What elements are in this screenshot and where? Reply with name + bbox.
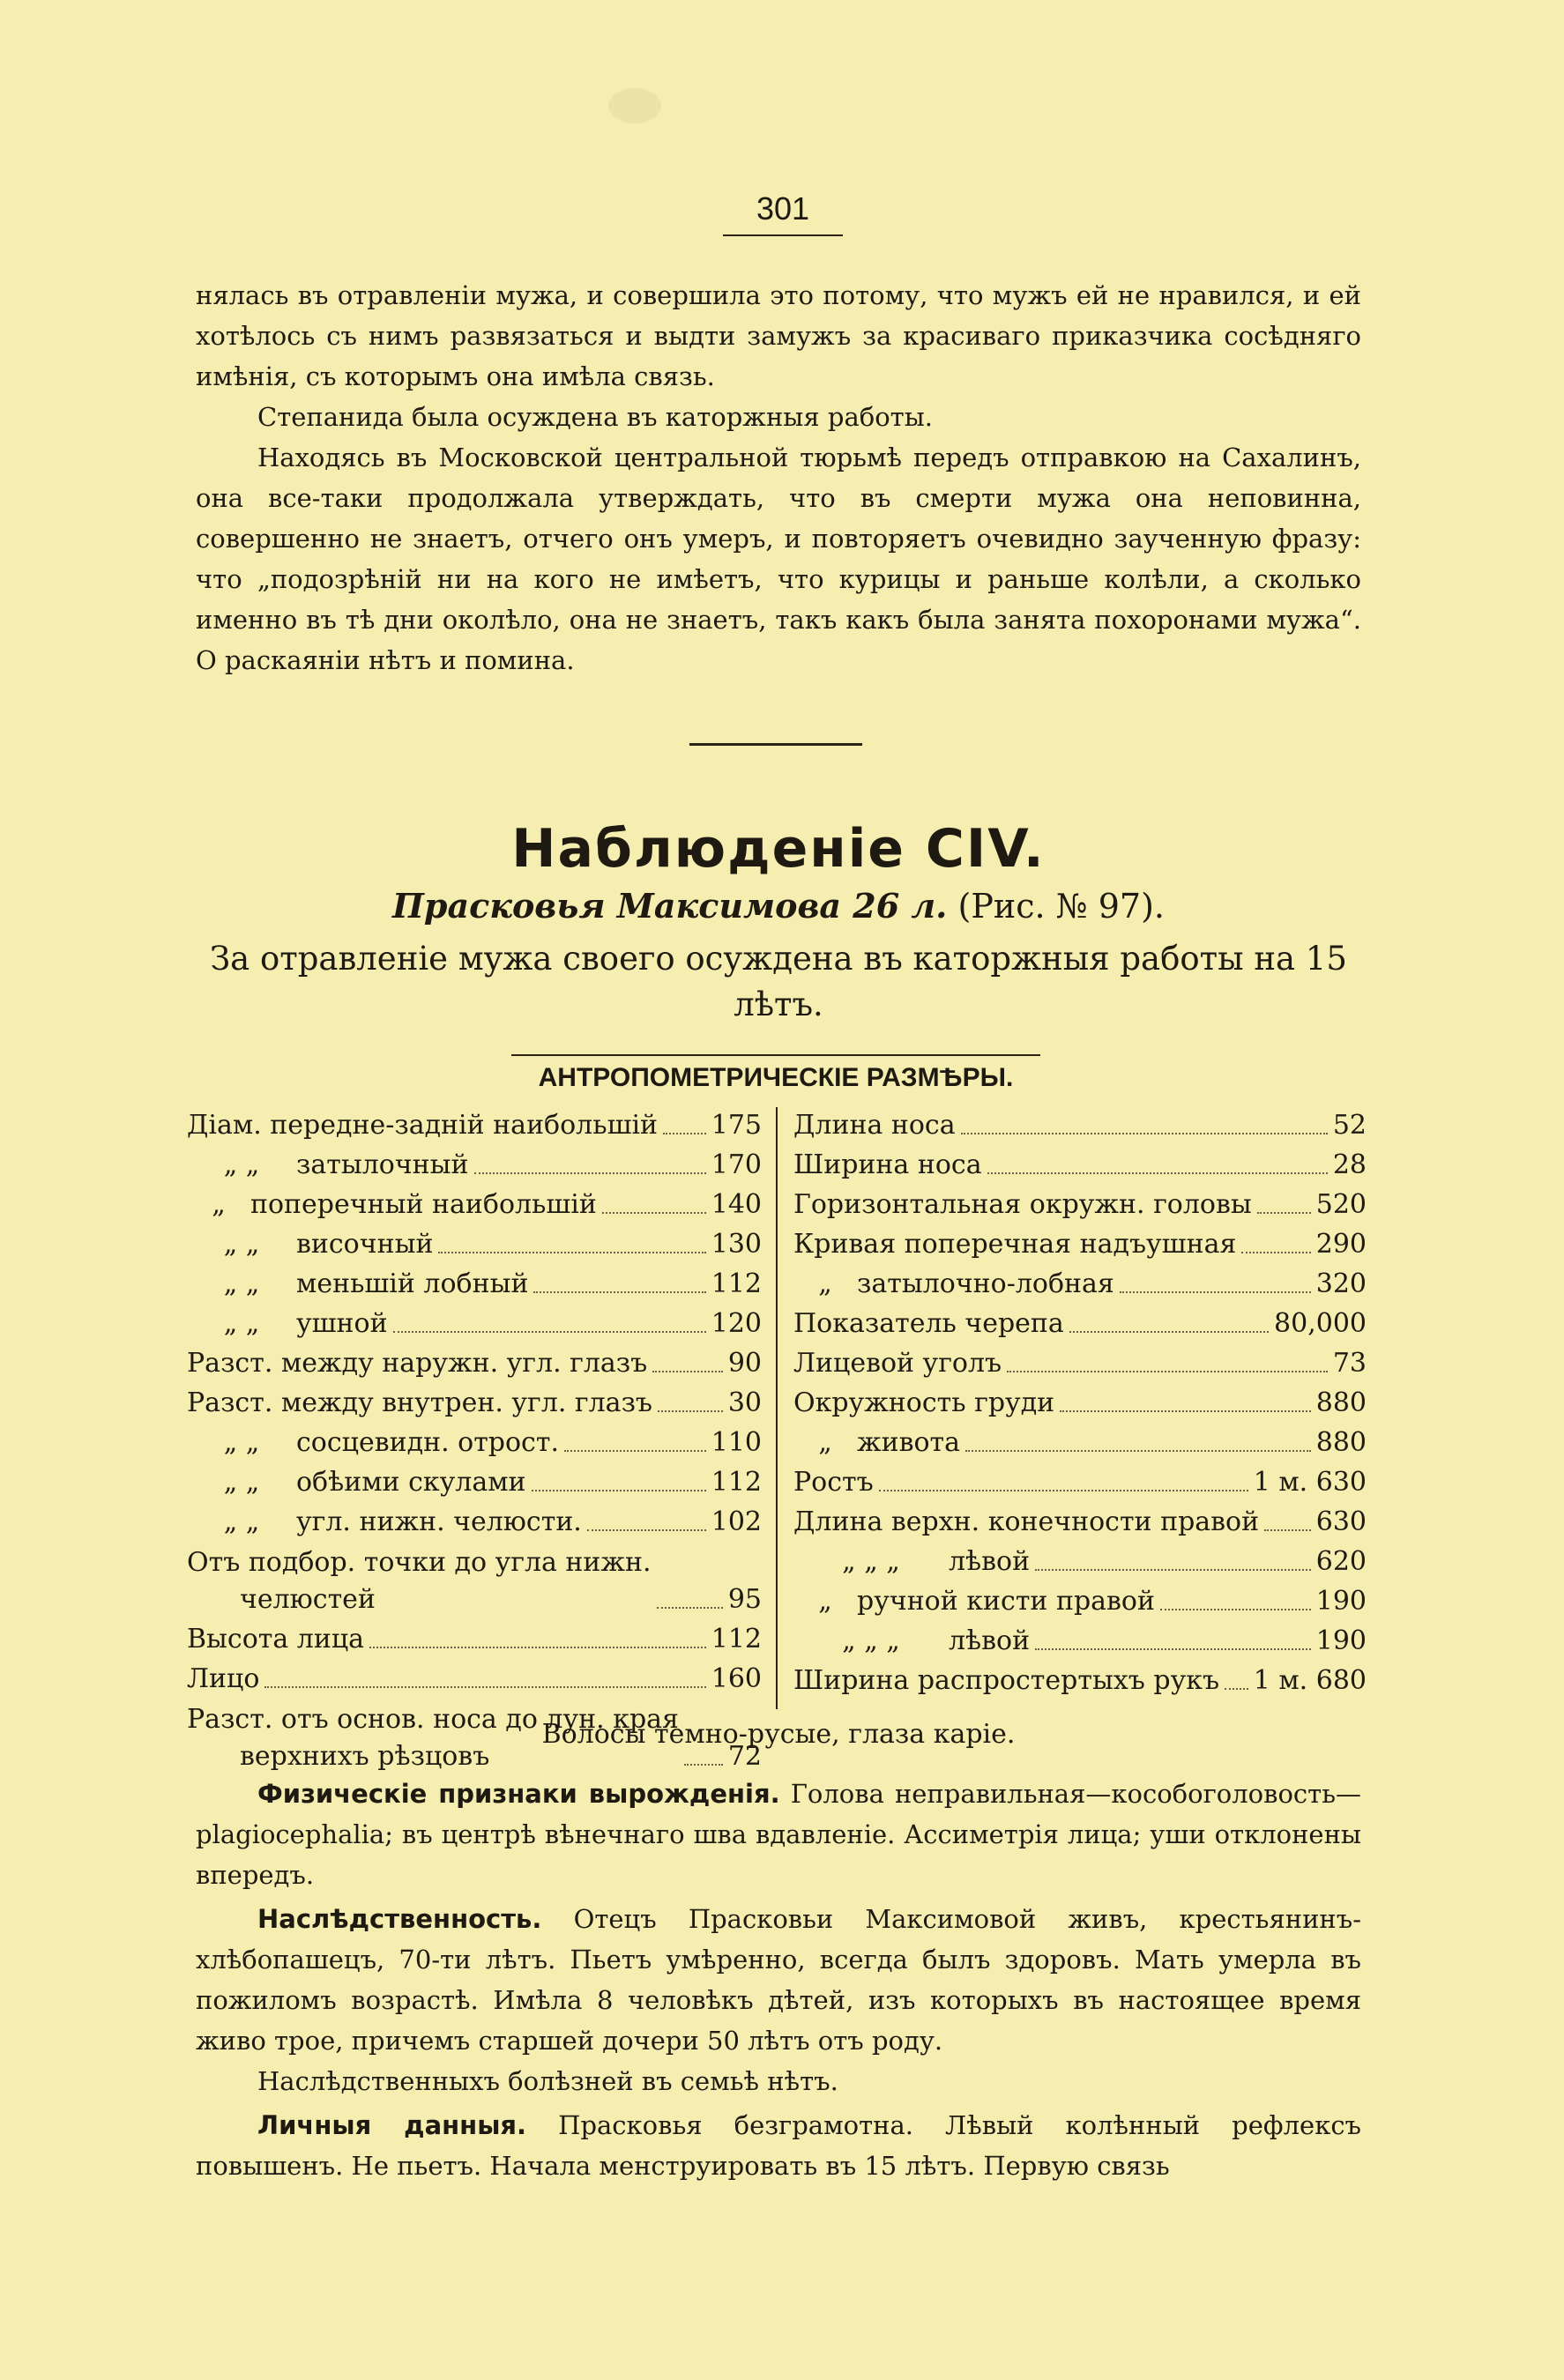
leader-dots — [652, 1371, 723, 1372]
section-body: Голова неправильная—кособоголовость—plagiocephalia; въ центрѣ вѣнечнаго шва вдавленіе. Ассиметрія лица; уши отклонены впередъ. — [196, 1779, 1361, 1890]
measurement-label-text: лѣвой — [949, 1546, 1031, 1577]
measurement-label — [793, 1385, 1054, 1422]
section-body: Прасковья безграмотна. Лѣвый колѣнный рефлексъ повышенъ. Не пьетъ. Начала менструировать въ 15 лѣтъ. Первую связь — [196, 2110, 1362, 2181]
measurement-value: 112 — [711, 1268, 762, 1299]
section-heading: Личныя данныя. — [257, 2110, 527, 2140]
measurement-row — [793, 1342, 1367, 1382]
measurement-row — [187, 1618, 762, 1658]
leader-dots — [1225, 1688, 1248, 1690]
measurement-value: 190 — [1315, 1625, 1367, 1656]
measurement-label — [793, 1504, 1259, 1541]
observation-description: За отравленіе мужа своего осуждена въ каторжныя работы на 15 лѣтъ. — [210, 940, 1347, 1023]
measurement-label — [187, 1226, 433, 1263]
measurement-label — [187, 1266, 528, 1303]
ditto-mark: „ — [818, 1427, 832, 1458]
measurement-label — [187, 1305, 388, 1342]
leader-dots — [533, 1291, 705, 1293]
leader-dots — [1035, 1648, 1311, 1650]
page-number: 301 — [723, 190, 843, 236]
measurement-label-text: живота — [857, 1427, 961, 1458]
ditto-mark: „ „ „ — [842, 1625, 900, 1656]
measurement-label-text: Ростъ — [793, 1467, 874, 1498]
measurement-value: 160 — [711, 1663, 762, 1694]
measurement-label-text: ручной кисти правой — [857, 1586, 1155, 1617]
measurement-label-line2: челюстей — [240, 1584, 376, 1615]
measurement-value: 880 — [1315, 1427, 1367, 1458]
leader-dots — [1060, 1410, 1311, 1412]
leader-dots — [987, 1172, 1328, 1174]
leader-dots — [1120, 1291, 1311, 1293]
leader-dots — [658, 1410, 723, 1412]
measurement-value: 170 — [711, 1149, 762, 1180]
measurement-label-text: лѣвой — [949, 1625, 1031, 1656]
leader-dots — [438, 1252, 705, 1253]
intro-text — [196, 275, 1361, 681]
measurement-value: 90 — [727, 1348, 762, 1379]
measurement-row — [793, 1144, 1367, 1184]
measurement-row — [187, 1184, 762, 1223]
section-heredity-extra: Наслѣдственныхъ болѣзней въ семьѣ нѣтъ. — [257, 2066, 838, 2096]
measurement-value: 28 — [1332, 1149, 1367, 1180]
measurement-row — [187, 1263, 762, 1303]
leader-dots — [961, 1133, 1328, 1134]
measurement-value: 52 — [1332, 1110, 1367, 1141]
measurement-label-text: Горизонтальная окружн. головы — [793, 1189, 1252, 1220]
measurement-value: 175 — [711, 1110, 762, 1141]
measurement-label-text: ушной — [296, 1308, 388, 1339]
measurement-label — [187, 1107, 658, 1144]
measurement-row — [187, 1541, 762, 1618]
ditto-mark: „ „ „ — [842, 1546, 900, 1577]
measurement-row — [793, 1184, 1367, 1223]
measurement-row — [793, 1501, 1367, 1541]
measurement-label — [793, 1464, 874, 1501]
measurement-value: 520 — [1315, 1189, 1367, 1220]
leader-dots — [587, 1529, 706, 1531]
measurement-row — [793, 1580, 1367, 1620]
measurement-value: 130 — [711, 1229, 762, 1260]
leader-dots — [684, 1764, 723, 1766]
measurement-row — [793, 1303, 1367, 1342]
measurement-row — [187, 1342, 762, 1382]
measurement-row — [187, 1501, 762, 1541]
measurement-value: 190 — [1315, 1586, 1367, 1617]
measurement-value: 112 — [711, 1467, 762, 1498]
measurement-value: 30 — [727, 1387, 762, 1418]
measurement-label-text: затылочный — [296, 1149, 469, 1180]
section-heading: Физическіе признаки вырожденія. — [257, 1779, 780, 1809]
measurements-left-column — [187, 1104, 762, 1775]
measurement-label-text: поперечный наибольшій — [250, 1189, 597, 1220]
measurement-label — [187, 1345, 647, 1382]
measurement-label-line2: верхнихъ рѣзцовъ — [240, 1741, 490, 1772]
measurement-label-text: затылочно-лобная — [857, 1268, 1114, 1299]
measurement-row — [793, 1104, 1367, 1144]
measurement-row — [793, 1263, 1367, 1303]
leader-dots — [532, 1490, 706, 1491]
measurement-label — [793, 1226, 1236, 1263]
measurement-label — [187, 1186, 597, 1223]
measurement-label-text: Длина верхн. конечности правой — [793, 1506, 1260, 1537]
measurement-row — [187, 1382, 762, 1422]
subject-name: Прасковья Максимова 26 л. — [392, 886, 948, 926]
measurements-right-column — [793, 1104, 1367, 1699]
measurement-label-text: Діам. передне-задній наибольшій — [187, 1110, 659, 1141]
measurement-row — [187, 1461, 762, 1501]
measurement-label-text: Окружность груди — [793, 1387, 1055, 1418]
measurement-value: 112 — [711, 1624, 762, 1655]
section-heading: Наслѣдственность. — [257, 1904, 542, 1934]
ditto-mark: „ — [818, 1586, 832, 1617]
measurement-row — [793, 1422, 1367, 1461]
ditto-mark: „ „ — [223, 1467, 260, 1498]
leader-dots — [393, 1331, 706, 1333]
intro-paragraph-1: нялась въ отравленіи мужа, и совершила это потому, что мужъ ей не нравился, и ей хотѣлось съ нимъ развязаться и выдти замужъ за красиваго приказчика сосѣдняго имѣнія, съ которымъ она имѣла связь. — [196, 280, 1361, 391]
measurement-label — [187, 1464, 526, 1501]
leader-dots — [1241, 1252, 1310, 1253]
measurement-row — [187, 1144, 762, 1184]
measurement-value: 1 м. 630 — [1253, 1467, 1367, 1498]
measurement-label — [793, 1147, 982, 1184]
intro-paragraph-2: Степанида была осуждена въ каторжныя работы. — [257, 402, 933, 432]
measurement-label — [187, 1424, 559, 1461]
ditto-mark: „ — [212, 1189, 226, 1220]
measurement-value: 1 м. 680 — [1253, 1665, 1367, 1696]
measurement-row — [187, 1422, 762, 1461]
measurement-value: 73 — [1332, 1348, 1367, 1379]
measurement-label — [793, 1662, 1219, 1699]
measurement-label-line1: Отъ подбор. точки до угла нижн. — [187, 1547, 652, 1578]
section-separator — [689, 743, 862, 746]
sections-text — [196, 1774, 1361, 2186]
leader-dots — [1160, 1609, 1311, 1610]
section-body: Отецъ Прасковьи Максимовой живъ, крестьянинъ-хлѣбопашецъ, 70-ти лѣтъ. Пьетъ умѣренно, всегда былъ здоровъ. Мать умерла въ пожиломъ возрастѣ. Имѣла 8 человѣкъ дѣтей, изъ которыхъ въ настоящее время живо трое, причемъ старшей дочери 50 лѣтъ отъ роду. — [196, 1904, 1361, 2056]
leader-dots — [264, 1686, 705, 1688]
measurement-label — [793, 1186, 1252, 1223]
section-degeneration — [196, 1774, 1361, 1895]
anthropometry-heading: АНТРОПОМЕТРИЧЕСКІЕ РАЗМѢРЫ. — [511, 1054, 1040, 1093]
measurement-value: 120 — [711, 1308, 762, 1339]
measurement-label — [793, 1583, 1155, 1620]
measurement-label-text: меньшій лобный — [296, 1268, 529, 1299]
measurement-value: 630 — [1315, 1506, 1367, 1537]
measurement-label-text: Ширина распростертыхъ рукъ — [793, 1665, 1220, 1696]
measurement-value: 95 — [727, 1584, 762, 1615]
measurement-label-text: Ширина носа — [793, 1149, 982, 1180]
ditto-mark: „ „ — [223, 1229, 260, 1260]
measurement-label — [187, 1504, 582, 1541]
measurement-label-text: височный — [296, 1229, 434, 1260]
ditto-mark: „ — [818, 1268, 832, 1299]
figure-reference: (Рис. № 97). — [957, 887, 1165, 926]
measurement-value: 320 — [1315, 1268, 1367, 1299]
measurement-row — [793, 1541, 1367, 1580]
measurement-label-text: Разст. между внутрен. угл. глазъ — [187, 1387, 653, 1418]
measurement-value: 72 — [727, 1741, 762, 1772]
measurement-label — [187, 1147, 469, 1184]
measurement-row — [187, 1658, 762, 1698]
measurement-row — [187, 1223, 762, 1263]
measurement-value: 140 — [711, 1189, 762, 1220]
leader-dots — [1035, 1569, 1311, 1571]
measurement-label-text: Лицо — [187, 1663, 260, 1694]
measurement-value: 80,000 — [1274, 1308, 1367, 1339]
section-personal — [196, 2105, 1361, 2186]
measurement-label-text: Кривая поперечная надъушная — [793, 1229, 1237, 1260]
measurement-label-text: Длина носа — [793, 1110, 956, 1141]
measurement-label — [187, 1385, 652, 1422]
ditto-mark: „ „ — [223, 1149, 260, 1180]
measurement-label — [793, 1424, 960, 1461]
measurement-value: 880 — [1315, 1387, 1367, 1418]
ditto-mark: „ „ — [223, 1427, 260, 1458]
leader-dots — [369, 1647, 706, 1648]
measurement-label-text: Показатель черепа — [793, 1308, 1064, 1339]
leader-dots — [602, 1212, 706, 1214]
measurement-label-line1: Разст. отъ основ. носа до лун. края — [187, 1704, 679, 1735]
measurement-label-text: Высота лица — [187, 1624, 365, 1655]
measurement-label — [793, 1107, 956, 1144]
leader-dots — [879, 1490, 1248, 1491]
measurement-label — [793, 1543, 1030, 1580]
leader-dots — [1007, 1371, 1328, 1372]
measurement-row — [793, 1382, 1367, 1422]
measurement-value: 620 — [1315, 1546, 1367, 1577]
measurement-row — [793, 1620, 1367, 1660]
hair-eyes-note: Волосы темно-русые, глаза каріе. — [541, 1719, 1016, 1750]
leader-dots — [657, 1607, 723, 1609]
ditto-mark: „ „ — [223, 1308, 260, 1339]
paper-stain — [608, 88, 661, 123]
observation-title: Наблюденіе CIV. — [511, 818, 1046, 880]
leader-dots — [564, 1450, 706, 1452]
measurement-label — [187, 1544, 652, 1618]
measurement-label-text: угл. нижн. челюсти. — [296, 1506, 582, 1537]
ditto-mark: „ „ — [223, 1506, 260, 1537]
measurement-row — [187, 1303, 762, 1342]
measurement-label — [187, 1661, 259, 1698]
measurement-row — [793, 1461, 1367, 1501]
measurement-label — [793, 1623, 1030, 1660]
leader-dots — [1069, 1331, 1269, 1333]
leader-dots — [663, 1133, 706, 1134]
intro-paragraph-3: Находясь въ Московской центральной тюрьмѣ передъ отправкою на Сахалинъ, она все-таки продолжала утверждать, что въ смерти мужа она неповинна, совершенно не знаетъ, отчего онъ умеръ, и повторяетъ очевидно заученную фразу: что „подозрѣній ни на кого не имѣетъ, что курицы и раньше колѣли, а сколько именно въ тѣ дни околѣло, она не знаетъ, такъ какъ была занята похоронами мужа“. О раскаяніи нѣтъ и помина. — [196, 443, 1361, 675]
measurement-label-text: сосцевидн. отрост. — [296, 1427, 559, 1458]
measurement-label-text: обѣими скулами — [296, 1467, 526, 1498]
ditto-mark: „ „ — [223, 1268, 260, 1299]
leader-dots — [965, 1450, 1311, 1452]
section-heredity — [196, 1899, 1361, 2061]
measurement-row — [793, 1223, 1367, 1263]
measurement-value: 102 — [711, 1506, 762, 1537]
measurement-label — [187, 1621, 364, 1658]
column-divider — [776, 1107, 778, 1709]
leader-dots — [474, 1172, 706, 1174]
observation-subject — [196, 886, 1361, 926]
measurement-value: 110 — [711, 1427, 762, 1458]
measurement-label — [793, 1266, 1114, 1303]
measurement-label — [793, 1345, 1002, 1382]
measurement-row — [793, 1660, 1367, 1699]
measurement-label — [793, 1305, 1064, 1342]
measurement-label-text: Лицевой уголъ — [793, 1348, 1002, 1379]
measurement-value: 290 — [1315, 1229, 1367, 1260]
leader-dots — [1264, 1529, 1311, 1531]
measurement-label-text: Разст. между наружн. угл. глазъ — [187, 1348, 648, 1379]
measurement-row — [187, 1104, 762, 1144]
leader-dots — [1257, 1212, 1311, 1214]
